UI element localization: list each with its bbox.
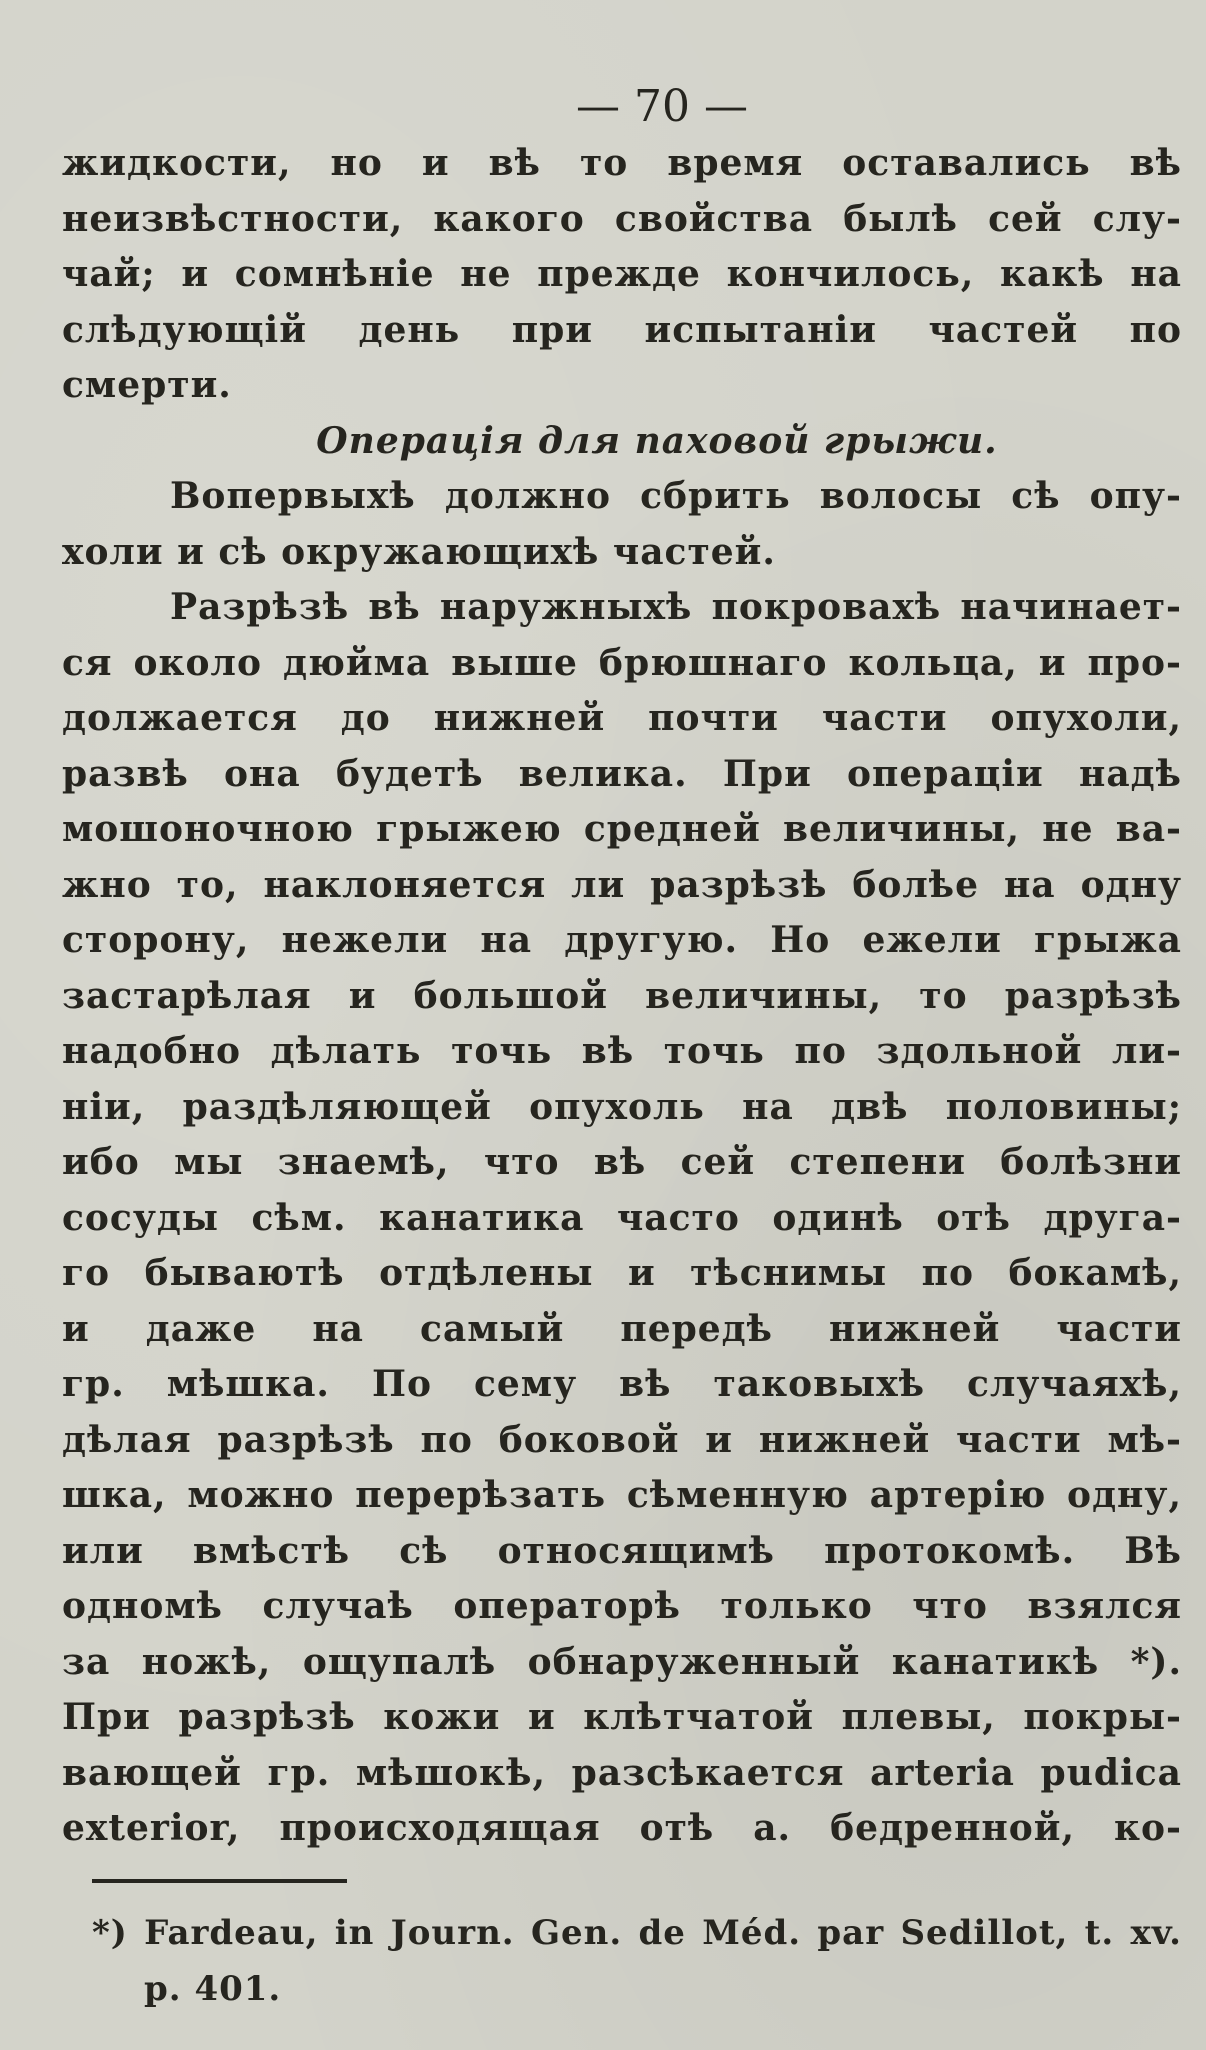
footnote: [92, 1905, 1182, 2017]
footnote-line: p. 401.: [144, 1968, 282, 2009]
text-line: шка, можно перерѣзать сѣменную артерію одну,: [62, 1474, 1182, 1516]
text-line: вающей гр. мѣшокѣ, разсѣкается arteria pudica: [62, 1751, 1182, 1794]
text-line: застарѣлая и большой величины, то разрѣзѣ: [62, 974, 1182, 1017]
text-line: При разрѣзѣ кожи и клѣтчатой плевы, покры-: [62, 1696, 1182, 1738]
text-line: смерти.: [62, 364, 232, 406]
section-heading: Операція для паховой грыжи.: [316, 419, 998, 462]
text-line: или вмѣстѣ сѣ относящимѣ протокомѣ. Вѣ: [62, 1529, 1182, 1572]
text-line: должается до нижней почти части опухоли,: [62, 697, 1182, 739]
text-line: развѣ она будетѣ велика. При операціи надѣ: [62, 752, 1182, 795]
text-line: за ножѣ, ощупалѣ обнаруженный канатикѣ *).: [62, 1640, 1182, 1683]
text-line: го бываютѣ отдѣлены и тѣснимы по бокамѣ,: [62, 1252, 1182, 1294]
text-line: ніи, раздѣляющей опухоль на двѣ половины;: [62, 1085, 1182, 1128]
text-line: гр. мѣшка. По сему вѣ таковыхѣ случаяхѣ,: [62, 1363, 1182, 1405]
book-page: [62, 78, 1182, 2017]
footnote-line: *) Fardeau, in Journ. Gen. de Méd. par Sedillot, t. xv.: [92, 1912, 1182, 1953]
text-line: дѣлая разрѣзѣ по боковой и нижней части мѣ-: [62, 1418, 1182, 1461]
text-line: exterior, происходящая отѣ а. бедренной, ко-: [62, 1807, 1182, 1849]
text-line: ся около дюйма выше брюшнаго кольца, и про-: [62, 641, 1182, 684]
text-line: Вопервыхѣ должно сбрить волосы сѣ опу-: [170, 475, 1182, 517]
paragraph-2: [62, 580, 1182, 1857]
text-line: чай; и сомнѣніе не прежде кончилось, какѣ на: [62, 253, 1182, 295]
body-text: [62, 136, 1182, 414]
text-line: жидкости, но и вѣ то время оставались вѣ: [62, 142, 1182, 184]
text-line: надобно дѣлать точь вѣ точь по здольной ли-: [62, 1030, 1182, 1072]
text-line: одномѣ случаѣ операторѣ только что взялся: [62, 1585, 1182, 1627]
text-line: неизвѣстности, какого свойства былѣ сей слу-: [62, 197, 1182, 240]
text-line: и даже на самый передѣ нижней части: [62, 1307, 1182, 1350]
text-line: сосуды сѣм. канатика часто одинѣ отѣ друга-: [62, 1196, 1182, 1239]
page-number: — 70 —: [576, 81, 748, 132]
footnote-divider: [92, 1879, 347, 1883]
text-line: холи и сѣ окружающихѣ частей.: [62, 530, 776, 573]
text-line: жно то, наклоняется ли разрѣзѣ болѣе на одну: [62, 863, 1182, 906]
text-line: сторону, нежели на другую. Но ежели грыжа: [62, 919, 1182, 961]
paragraph-1: [62, 469, 1182, 580]
text-line: мошоночною грыжею средней величины, не ва-: [62, 808, 1182, 850]
text-line: слѣдующій день при испытаніи частей по: [62, 308, 1182, 351]
text-line: ибо мы знаемѣ, что вѣ сей степени болѣзни: [62, 1141, 1182, 1183]
text-line: Разрѣзѣ вѣ наружныхѣ покровахѣ начинает-: [170, 586, 1182, 628]
